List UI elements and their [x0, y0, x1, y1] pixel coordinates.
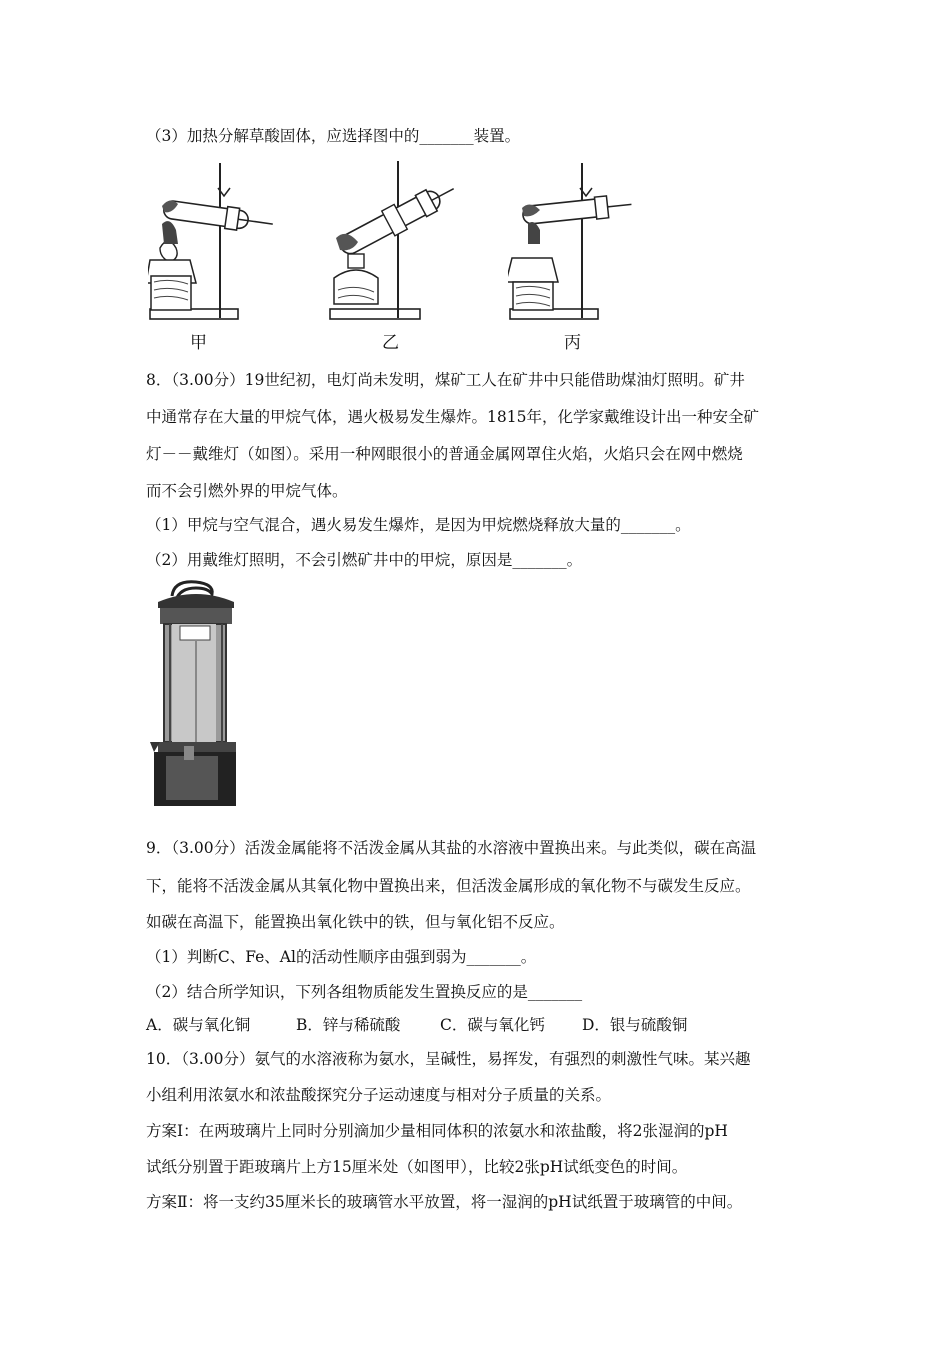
- q9-option-d: D．银与硫酸铜: [582, 1016, 688, 1034]
- figure-label-yi: 乙: [382, 333, 399, 353]
- q10-stem-line-1: 10．（3.00分）氨气的水溶液称为氨水，呈碱性，易挥发，有强烈的刺激性气味。某兴趣: [146, 1050, 751, 1068]
- q9-option-c: C．碳与氧化钙: [440, 1016, 545, 1034]
- q10-plan1-line-2: 试纸分别置于距玻璃片上方15厘米处（如图甲），比较2张pH试纸变色的时间。: [146, 1158, 688, 1176]
- q9-part2-text: （2）结合所学知识，下列各组物质能发生置换反应的是_______: [146, 983, 583, 1001]
- apparatus-bing-figure: [508, 158, 638, 323]
- figure-label-bing: 丙: [564, 333, 581, 353]
- q9-option-b: B．锌与稀硫酸: [296, 1016, 401, 1034]
- q8-part2-text: （2）用戴维灯照明，不会引燃矿井中的甲烷，原因是_______。: [146, 551, 583, 569]
- q8-stem-line-1: 8．（3.00分）19世纪初，电灯尚未发明，煤矿工人在矿井中只能借助煤油灯照明。矿井: [146, 371, 745, 389]
- q8-part1-text: （1）甲烷与空气混合，遇火易发生爆炸，是因为甲烷燃烧释放大量的_______。: [146, 516, 691, 534]
- q8-stem-line-4: 而不会引燃外界的甲烷气体。: [146, 482, 348, 500]
- q9-part1-text: （1）判断C、Fe、Al的活动性顺序由强到弱为_______。: [146, 948, 537, 966]
- q9-stem-line-1: 9．（3.00分）活泼金属能将不活泼金属从其盐的水溶液中置换出来。与此类似，碳在高温: [146, 839, 757, 857]
- q9-stem-line-2: 下，能将不活泼金属从其氧化物中置换出来，但活泼金属形成的氧化物不与碳发生反应。: [146, 877, 751, 895]
- q9-stem-line-3: 如碳在高温下，能置换出氧化铁中的铁，但与氧化铝不反应。: [146, 913, 565, 931]
- q10-plan2-line-1: 方案Ⅱ：将一支约35厘米长的玻璃管水平放置，将一湿润的pH试纸置于玻璃管的中间。: [146, 1193, 743, 1211]
- apparatus-yi-figure: [328, 156, 468, 323]
- q10-stem-line-2: 小组利用浓氨水和浓盐酸探究分子运动速度与相对分子质量的关系。: [146, 1086, 612, 1104]
- q8-stem-line-3: 灯－－戴维灯（如图）。采用一种网眼很小的普通金属网罩住火焰，火焰只会在网中燃烧: [146, 445, 743, 463]
- q8-stem-line-2: 中通常存在大量的甲烷气体，遇火极易发生爆炸。1815年，化学家戴维设计出一种安全矿: [146, 408, 759, 426]
- q9-option-a: A．碳与氧化铜: [146, 1016, 251, 1034]
- q7-part3-text: （3）加热分解草酸固体，应选择图中的_______装置。: [146, 127, 521, 145]
- davy-lamp-image: [150, 578, 242, 808]
- figure-label-jia: 甲: [190, 333, 207, 353]
- q10-plan1-line-1: 方案Ⅰ：在两玻璃片上同时分别滴加少量相同体积的浓氨水和浓盐酸，将2张湿润的pH: [146, 1122, 728, 1140]
- apparatus-jia-figure: [148, 158, 278, 323]
